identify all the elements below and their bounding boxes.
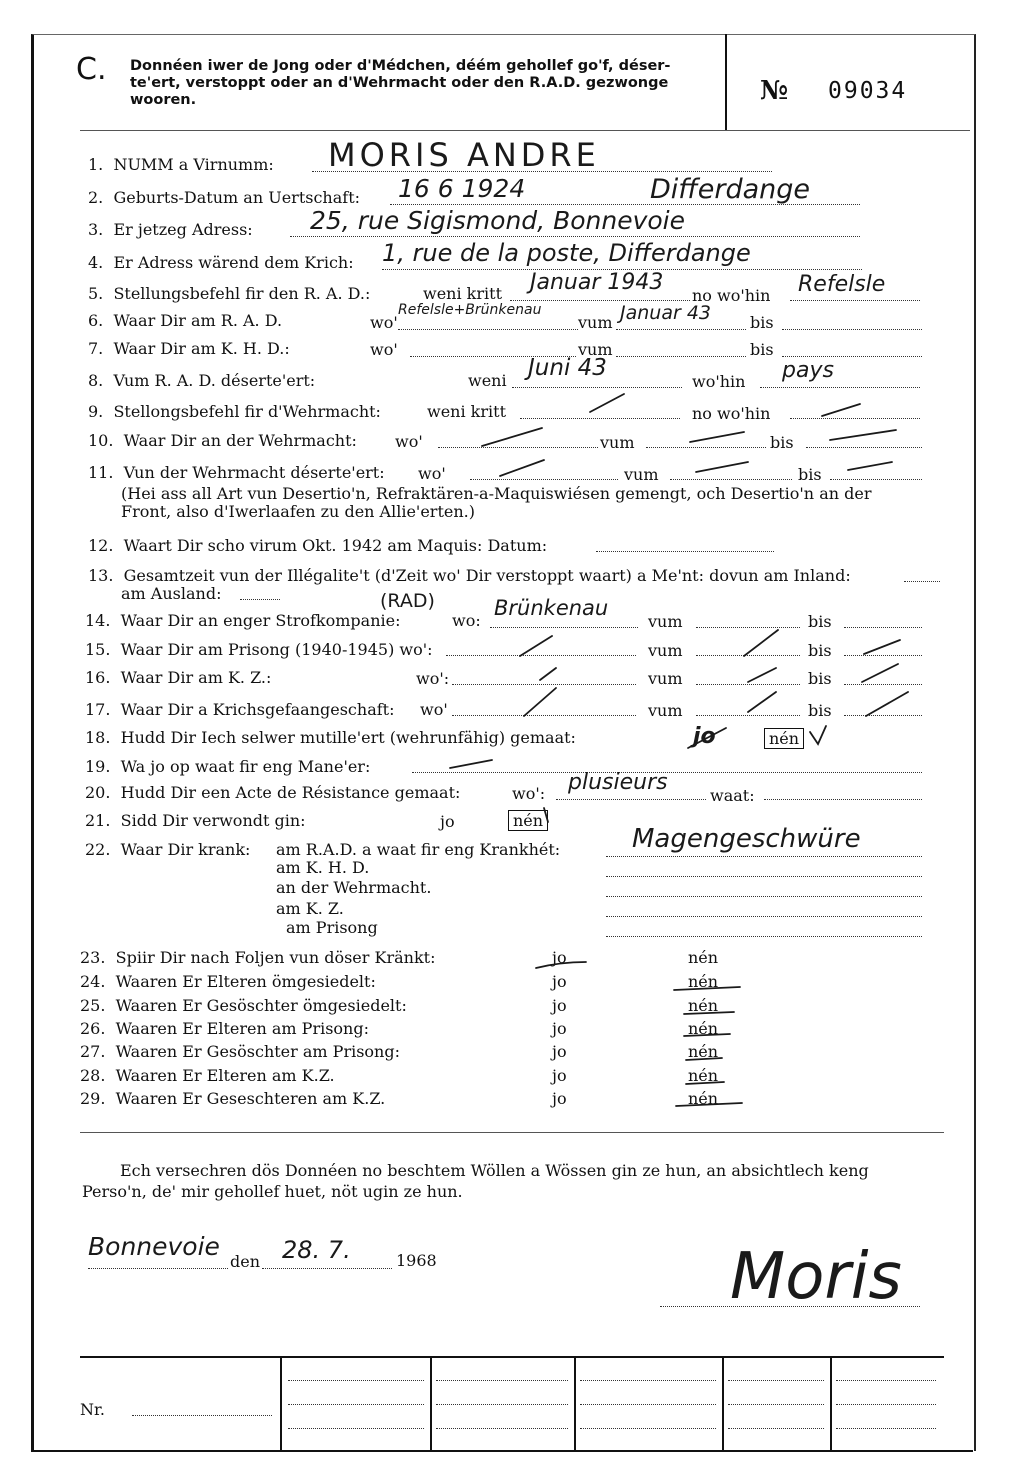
vum-label: vum [648, 641, 683, 660]
row-11 [88, 463, 385, 482]
footer-col [574, 1357, 576, 1450]
field-number: 17. [85, 700, 111, 719]
vum-line [696, 684, 800, 685]
wo-label: wo: [452, 611, 481, 630]
sick-khd-label: am K. H. D. [276, 858, 370, 877]
when-label: weni kritt [423, 284, 502, 303]
field-number: 29. [80, 1089, 106, 1108]
footer-bottom-line [31, 1450, 973, 1452]
datum-line [596, 551, 774, 552]
rad-order-date[interactable]: Januar 1943 [530, 270, 664, 295]
field-label: Waart Dir scho virum Okt. 1942 am Maquis: [123, 536, 483, 555]
field-label: Spiir Dir nach Foljen vun döser Kränkt: [115, 948, 436, 967]
vum-label: vum [578, 340, 613, 359]
footer-nr-line [132, 1415, 272, 1416]
field-label: Wa jo op waat fir eng Mane'er: [120, 757, 371, 776]
vum-line [696, 715, 800, 716]
field-number: 7. [88, 339, 104, 358]
field-number: 27. [80, 1042, 106, 1061]
header-divider-horizontal [80, 130, 970, 131]
field-number: 22. [85, 840, 111, 859]
answer-yes[interactable]: jo [552, 996, 567, 1015]
wo-line [470, 479, 618, 480]
row-1 [88, 155, 274, 174]
field-label: Stellungsbefehl fir den R. A. D.: [113, 284, 371, 303]
yesno-row-25 [80, 996, 407, 1015]
wo-label: wo' [418, 464, 446, 483]
wo-line [556, 799, 706, 800]
birth-place-value[interactable]: Differdange [650, 174, 811, 205]
wo-line [452, 684, 636, 685]
wo-label: wo': [512, 784, 546, 803]
wo-line [452, 715, 636, 716]
wo-line [490, 627, 638, 628]
bis-line [782, 329, 922, 330]
row-2 [88, 188, 360, 207]
datum-label: Datum: [487, 536, 548, 555]
answer-no[interactable]: nén [688, 948, 719, 967]
sick-kz-label: am K. Z. [276, 899, 344, 918]
row-4 [88, 253, 354, 272]
vum-label: vum [648, 669, 683, 688]
footer-cell-line [436, 1380, 568, 1381]
header-divider-vertical [725, 34, 727, 130]
bis-label: bis [750, 340, 774, 359]
when-line [520, 418, 680, 419]
footer-top-line [80, 1356, 944, 1358]
answer-no[interactable]: nén [688, 1042, 719, 1061]
address-value[interactable]: 25, rue Sigismond, Bonnevoie [310, 206, 685, 235]
rad-order-where[interactable]: Refelsle [798, 272, 886, 297]
note-line1: (Hei ass all Art vun Desertio'n, Refraktären-a-Maquiswiésen gemengt, och Desertio'n an der [121, 484, 872, 503]
bis-label: bis [808, 669, 832, 688]
field-label: Waar Dir am R. A. D. [113, 311, 283, 330]
row-7 [88, 339, 290, 358]
answer-no[interactable]: nén [688, 1066, 719, 1085]
signature-date[interactable]: 28. 7. [282, 1236, 351, 1264]
row-19 [85, 757, 370, 776]
answer-yes[interactable]: jo [552, 1019, 567, 1038]
note-line2: Front, also d'Iwerlaafen zu den Allie'erten.) [121, 502, 475, 521]
answer-no[interactable]: nén [688, 972, 719, 991]
answer-yes[interactable]: jo [552, 1066, 567, 1085]
where-line [790, 418, 920, 419]
name-value[interactable]: MORIS ANDRE [328, 136, 600, 174]
field-label: Waaren Er Geseschteren am K.Z. [115, 1089, 386, 1108]
number-symbol: № [760, 76, 789, 106]
row-9 [88, 402, 381, 421]
field-label: Vum R. A. D. déserte'ert: [113, 371, 316, 390]
bis-line [844, 715, 922, 716]
yesno-row-28 [80, 1066, 335, 1085]
vum-label: vum [648, 612, 683, 631]
row-6 [88, 311, 282, 330]
yesno-row-26 [80, 1019, 369, 1038]
where-line [760, 387, 920, 388]
field-label: Waar Dir a Krichsgefaangeschaft: [120, 700, 395, 719]
answer-yes[interactable]: jo [552, 1042, 567, 1061]
field-number: 10. [88, 431, 114, 450]
sick-rad-label: am R.A.D. a waat fir eng Krankhét: [276, 840, 561, 859]
vum-line [616, 329, 746, 330]
where-label: no wo'hin [692, 286, 771, 305]
field-number: 26. [80, 1019, 106, 1038]
field-label: Er jetzeg Adress: [113, 220, 253, 239]
footer-cell-line [836, 1380, 936, 1381]
field-number: 21. [85, 811, 111, 830]
footer-cell-line [580, 1380, 716, 1381]
field-label: Geburts-Datum an Uertschaft: [113, 188, 361, 207]
row-14 [85, 611, 400, 630]
header-title-line1: Donnéen iwer de Jong oder d'Médchen, déém gehollef go'f, déser- [130, 58, 671, 74]
desertion-date[interactable]: Juni 43 [528, 355, 607, 381]
field-label: Hudd Dir Iech selwer mutille'ert (wehrunfähig) gemaat: [120, 728, 576, 747]
footer-col [430, 1357, 432, 1450]
row-8 [88, 371, 315, 390]
field-label: Hudd Dir een Acte de Résistance gemaat: [120, 783, 461, 802]
bis-label: bis [808, 612, 832, 631]
field-number: 3. [88, 220, 104, 239]
sick-khd-line [606, 876, 922, 877]
field-number: 14. [85, 611, 111, 630]
row-18 [85, 728, 576, 747]
footer-cell-line [728, 1404, 824, 1405]
field-number: 12. [88, 536, 114, 555]
field-number: 19. [85, 757, 111, 776]
when-line [512, 387, 682, 388]
vum-line [616, 356, 746, 357]
waat-line [764, 799, 922, 800]
field-label: Waar Dir am Prisong (1940-1945) wo': [120, 640, 433, 659]
declaration-line1: Ech versechren dös Donnéen no beschtem Wöllen a Wössen gin ze hun, an absichtlech keng [120, 1161, 869, 1180]
inland-line [904, 581, 940, 582]
row-13 [88, 566, 851, 585]
header-title-line3: wooren. [130, 92, 197, 108]
footer-cell-line [288, 1380, 424, 1381]
footer-cell-line [436, 1404, 568, 1405]
row-22 [85, 840, 250, 859]
field-number: 13. [88, 566, 114, 585]
field-label: Waar Dir an der Wehrmacht: [123, 431, 357, 450]
field-label: Waaren Er Elteren am Prisong: [115, 1019, 369, 1038]
field-label: Waaren Er Elteren am K.Z. [115, 1066, 335, 1085]
vum-line [696, 627, 800, 628]
field-number: 5. [88, 284, 104, 303]
strof-annot[interactable]: (RAD) [380, 590, 435, 612]
field-label: Vun der Wehrmacht déserte'ert: [123, 463, 385, 482]
field-number: 15. [85, 640, 111, 659]
row-5 [88, 284, 370, 303]
mutilation-answer[interactable]: nén [764, 728, 804, 749]
wo-line [438, 447, 598, 448]
signature-place[interactable]: Bonnevoie [88, 1232, 220, 1261]
field-number: 16. [85, 668, 111, 687]
row-12 [88, 536, 547, 555]
field-number: 4. [88, 253, 104, 272]
sick-wehrmacht-line [606, 896, 922, 897]
form-number: 09034 [828, 78, 908, 104]
answer-no[interactable]: nén [688, 1019, 719, 1038]
bis-line [844, 655, 922, 656]
vum-label: vum [578, 313, 613, 332]
waat-label: waat: [710, 786, 755, 805]
signature[interactable]: Moris [730, 1240, 902, 1314]
bis-label: bis [750, 313, 774, 332]
footer-cell-line [580, 1404, 716, 1405]
footer-cell-line [288, 1404, 424, 1405]
wounded-yes: jo [440, 812, 455, 831]
field-label: Waaren Er Gesöschter ömgesiedelt: [115, 996, 407, 1015]
answer-yes[interactable]: jo [552, 1089, 567, 1108]
sick-rad-value[interactable]: Magengeschwüre [632, 824, 861, 854]
yesno-row-27 [80, 1042, 400, 1061]
wounded-answer[interactable]: nén [508, 810, 548, 831]
vum-label: vum [600, 433, 635, 452]
footer-cell-line [580, 1428, 716, 1429]
rad-from-value[interactable]: Januar 43 [620, 302, 712, 324]
sick-prison-line [606, 936, 922, 937]
when-label: weni kritt [427, 402, 506, 421]
answer-no[interactable]: nén [688, 1089, 719, 1108]
footer-col [722, 1357, 724, 1450]
footer-cell-line [728, 1428, 824, 1429]
war-address-value[interactable]: 1, rue de la poste, Differdange [382, 239, 751, 267]
declaration-line2: Perso'n, de' mir gehollef huet, nöt ugin ze hun. [82, 1182, 463, 1201]
field-label: Stellongsbefehl fir d'Wehrmacht: [113, 402, 381, 421]
header-title-line2: te'ert, verstoppt oder an d'Wehrmacht oder den R.A.D. gezwonge [130, 75, 669, 91]
yesno-row-24 [80, 972, 376, 991]
row-17 [85, 700, 394, 719]
rad-where-value[interactable]: Refelsle+Brünkenau [398, 302, 542, 318]
field-number: 28. [80, 1066, 106, 1085]
field-label: NUMM a Virnumm: [113, 155, 274, 174]
wo-label: wo': [416, 669, 450, 688]
footer-nr-label: Nr. [80, 1400, 105, 1419]
field-label: Waar Dir am K. Z.: [120, 668, 272, 687]
footer-col [280, 1357, 282, 1450]
row-15 [85, 640, 433, 659]
field-number: 1. [88, 155, 104, 174]
answer-yes[interactable]: jo [552, 972, 567, 991]
bis-label: bis [808, 701, 832, 720]
when-line [510, 300, 690, 301]
field-number: 20. [85, 783, 111, 802]
field-number: 8. [88, 371, 104, 390]
resistance-where-value[interactable]: plusieurs [568, 770, 668, 795]
row-16 [85, 668, 271, 687]
answer-yes[interactable]: jo [552, 948, 567, 967]
wo-line [446, 655, 636, 656]
field-label: Waaren Er Gesöschter am Prisong: [115, 1042, 400, 1061]
footer-cell-line [836, 1428, 936, 1429]
desertion-where[interactable]: pays [782, 358, 834, 383]
address-line [290, 236, 860, 237]
sick-rad-line [606, 856, 922, 857]
row-10 [88, 431, 357, 450]
mutilation-yes-struck: jo [693, 724, 716, 749]
sick-kz-line [606, 916, 922, 917]
field-label: Sidd Dir verwondt gin: [120, 811, 306, 830]
vum-line [696, 655, 800, 656]
field-number: 23. [80, 948, 106, 967]
footer-cell-line [836, 1404, 936, 1405]
signature-year: 1968 [396, 1251, 437, 1270]
row-20 [85, 783, 460, 802]
field-label: Gesamtzeit vun der Illégalite't (d'Zeit wo' Dir verstoppt waart) a Me'nt: dovun am Inland: [123, 566, 851, 585]
when-label: weni [468, 371, 507, 390]
bis-label: bis [798, 465, 822, 484]
yesno-row-29 [80, 1089, 385, 1108]
bis-line [806, 447, 922, 448]
field-label: Er Adress wärend dem Krich: [113, 253, 354, 272]
row-21 [85, 811, 306, 830]
wo-label: wo' [370, 313, 398, 332]
abroad-label: am Ausland: [121, 584, 222, 603]
vum-line [670, 479, 792, 480]
field-number: 18. [85, 728, 111, 747]
field-number: 24. [80, 972, 106, 991]
answer-no[interactable]: nén [688, 996, 719, 1015]
field-number: 2. [88, 188, 104, 207]
field-label: Waar Dir krank: [120, 840, 251, 859]
vum-label: vum [624, 465, 659, 484]
yesno-row-23 [80, 948, 435, 967]
footer-cell-line [288, 1428, 424, 1429]
sick-prison-label: am Prisong [286, 918, 378, 937]
declaration-divider [80, 1132, 944, 1133]
field-number: 11. [88, 463, 114, 482]
where-label: wo'hin [692, 372, 746, 391]
bis-line [782, 356, 922, 357]
wo-line [398, 329, 578, 330]
where-line [790, 300, 920, 301]
abroad-line [240, 599, 280, 600]
footer-cell-line [436, 1428, 568, 1429]
bis-label: bis [808, 641, 832, 660]
row-3 [88, 220, 253, 239]
wo-label: wo' [420, 700, 448, 719]
den-label: den [230, 1252, 261, 1271]
vum-line [646, 447, 766, 448]
bis-line [844, 684, 922, 685]
bis-label: bis [770, 433, 794, 452]
footer-col [830, 1357, 832, 1450]
bis-line [830, 479, 922, 480]
bis-line [844, 627, 922, 628]
field-number: 6. [88, 311, 104, 330]
section-letter: C. [76, 52, 107, 87]
where-label: no wo'hin [692, 404, 771, 423]
field-number: 9. [88, 402, 104, 421]
field-label: Waar Dir an enger Strofkompanie: [120, 611, 401, 630]
sick-wehrmacht-label: an der Wehrmacht. [276, 878, 432, 897]
wo-label: wo' [370, 340, 398, 359]
field-number: 25. [80, 996, 106, 1015]
strof-where-value[interactable]: Brünkenau [494, 596, 609, 620]
vum-label: vum [648, 701, 683, 720]
field-label: Waaren Er Elteren ömgesiedelt: [115, 972, 376, 991]
place-line [88, 1268, 228, 1269]
field-label: Waar Dir am K. H. D.: [113, 339, 290, 358]
wo-label: wo' [395, 432, 423, 451]
footer-cell-line [728, 1380, 824, 1381]
header-title [130, 58, 670, 109]
birth-date-value[interactable]: 16 6 1924 [398, 174, 526, 203]
date-line [262, 1268, 392, 1269]
